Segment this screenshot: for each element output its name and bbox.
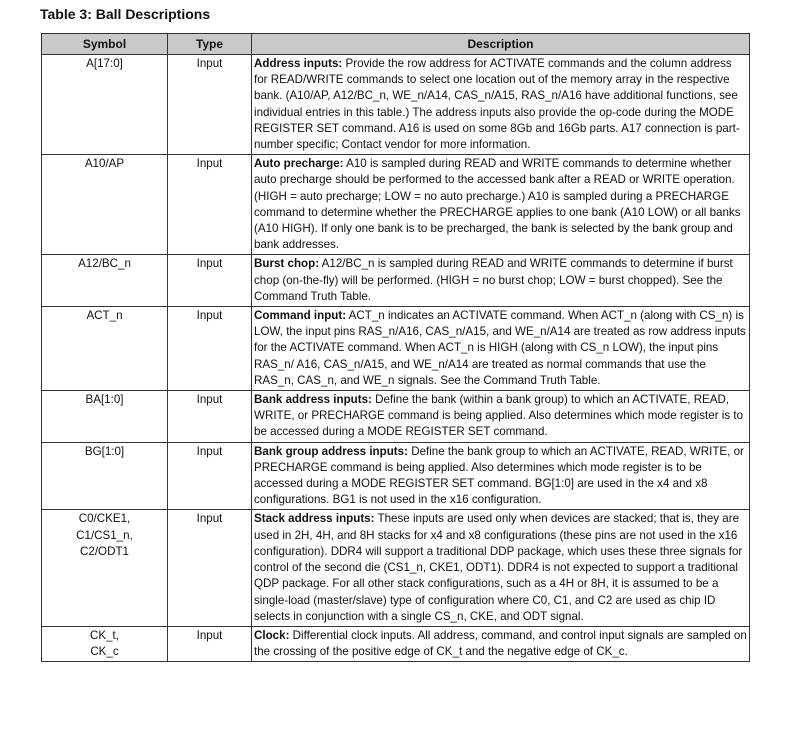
description-term: Auto precharge: bbox=[254, 157, 344, 171]
table-row bbox=[42, 255, 750, 307]
symbol-cell bbox=[42, 510, 168, 626]
description-term: Clock: bbox=[254, 628, 290, 642]
symbol-text: CK_t, bbox=[90, 628, 119, 642]
type-cell: Input bbox=[168, 255, 252, 307]
description-cell bbox=[252, 307, 750, 391]
symbol-cell bbox=[42, 155, 168, 255]
table-row bbox=[42, 307, 750, 391]
header-symbol: Symbol bbox=[42, 34, 168, 55]
description-term: Bank address inputs: bbox=[254, 393, 372, 407]
description-cell bbox=[252, 391, 750, 443]
symbol-cell bbox=[42, 391, 168, 443]
table-row bbox=[42, 55, 750, 155]
symbol-text: BG[1:0] bbox=[84, 444, 125, 458]
description-term: Address inputs: bbox=[254, 57, 343, 70]
description-cell bbox=[252, 155, 750, 255]
description-term: Command input: bbox=[254, 309, 347, 323]
type-cell: Input bbox=[168, 155, 252, 255]
table-row bbox=[42, 155, 750, 255]
table-body bbox=[42, 55, 750, 662]
symbol-cell bbox=[42, 626, 168, 661]
symbol-text: A10/AP bbox=[84, 157, 125, 171]
description-text: Provide the row address for ACTIVATE commands and the column address for READ/WRITE commands to select one location out of the memory array in the respective bank. (A10/AP, A12/BC_n, WE_n/A14, CAS_n/A15, RAS_n/A16 have additional functions, see individual entries in this table.) The address inputs also provide the op-code during the MODE REGISTER SET command. A16 is used on some 8Gb and 16Gb parts. A17 connection is part-number specific; Contact vendor for more information. bbox=[254, 57, 740, 152]
description-text: Define the bank group to which an ACTIVATE, READ, WRITE, or PRECHARGE command is being applied. Also determines which mode register is to be accessed during a MODE REGISTER SET command. BG[1:0] are used in the x4 and x8 configurations. BG1 is not used in the x16 configuration. bbox=[254, 444, 744, 507]
description-cell bbox=[252, 55, 750, 155]
description-term: Stack address inputs: bbox=[254, 512, 375, 526]
symbol-cell bbox=[42, 55, 168, 155]
type-cell: Input bbox=[168, 626, 252, 661]
symbol-text: C1/CS1_n, bbox=[76, 528, 133, 542]
symbol-text: ACT_n bbox=[86, 309, 123, 323]
description-cell bbox=[252, 442, 750, 510]
table-row bbox=[42, 442, 750, 510]
description-term: Bank group address inputs: bbox=[254, 444, 408, 458]
description-cell bbox=[252, 510, 750, 626]
symbol-cell bbox=[42, 442, 168, 510]
table-row bbox=[42, 391, 750, 443]
ball-descriptions-table bbox=[41, 33, 750, 662]
header-description: Description bbox=[252, 34, 750, 55]
symbol-text: BA[1:0] bbox=[85, 393, 124, 407]
symbol-text: C0/CKE1, bbox=[78, 512, 131, 526]
type-cell: Input bbox=[168, 510, 252, 626]
table-row bbox=[42, 510, 750, 626]
symbol-cell bbox=[42, 255, 168, 307]
table-row bbox=[42, 626, 750, 661]
symbol-text: C2/ODT1 bbox=[80, 544, 129, 558]
description-text: A10 is sampled during READ and WRITE commands to determine whether auto precharge should be performed to the accessed bank after a READ or WRITE operation. (HIGH = auto precharge; LOW = no auto precharge.) A10 is sampled during a PRECHARGE command to determine whether the PRECHARGE applies to one bank (A10 LOW) or all banks (A10 HIGH). If only one bank is to be precharged, the bank is selected by the bank group and bank addresses. bbox=[254, 157, 741, 252]
description-text: A12/BC_n is sampled during READ and WRITE commands to determine if burst chop (on-the-fly) will be performed. (HIGH = no burst chop; LOW = burst chopped). See the Command Truth Table. bbox=[254, 257, 733, 303]
description-cell bbox=[252, 255, 750, 307]
description-text: Differential clock inputs. All address, command, and control input signals are sampled on the crossing of the positive edge of CK_t and the negative edge of CK_c. bbox=[254, 628, 747, 659]
description-text: These inputs are used only when devices are stacked; that is, they are used in 2H, 4H, and 8H stacks for x4 and x8 configurations (these pins are not used in the x16 configuration). DDR4 will support a traditional DDP package, which uses these three signals for control of the second die (CS1_n, CKE1, ODT1). DDR4 is not expected to support a traditional QDP package. For all other stack configurations, such as a 4H or 8H, it is assumed to be a single-load (master/slave) type of configuration where C0, C1, and C2 are used as chip ID selects in conjunction with a single CS_n, CKE, and ODT signal. bbox=[254, 512, 743, 623]
header-type: Type bbox=[168, 34, 252, 55]
type-cell: Input bbox=[168, 391, 252, 443]
table-header-row bbox=[42, 34, 750, 55]
symbol-text: A12/BC_n bbox=[78, 257, 131, 271]
description-term: Burst chop: bbox=[254, 257, 320, 271]
description-text: Define the bank (within a bank group) to which an ACTIVATE, READ, WRITE, or PRECHARGE command is being applied. Also determines which mode register is to be accessed during a MODE REGISTER SET command. bbox=[254, 393, 744, 439]
type-cell: Input bbox=[168, 442, 252, 510]
symbol-text: CK_c bbox=[90, 645, 119, 659]
description-cell bbox=[252, 626, 750, 661]
description-text: ACT_n indicates an ACTIVATE command. When ACT_n (along with CS_n) is LOW, the input pins RAS_n/A16, CAS_n/A15, and WE_n/A14 are treated as row address inputs for the ACTIVATE command. When ACT_n is HIGH (along with CS_n LOW), the input pins RAS_n/ A16, CAS_n/A15, and WE_n/A14 are treated as normal commands that use the RAS_n, CAS_n, and WE_n signals. See the Command Truth Table. bbox=[254, 309, 746, 387]
type-cell: Input bbox=[168, 55, 252, 155]
table-title: Table 3: Ball Descriptions bbox=[40, 6, 211, 22]
type-cell: Input bbox=[168, 307, 252, 391]
symbol-text: A[17:0] bbox=[86, 57, 123, 70]
symbol-cell bbox=[42, 307, 168, 391]
